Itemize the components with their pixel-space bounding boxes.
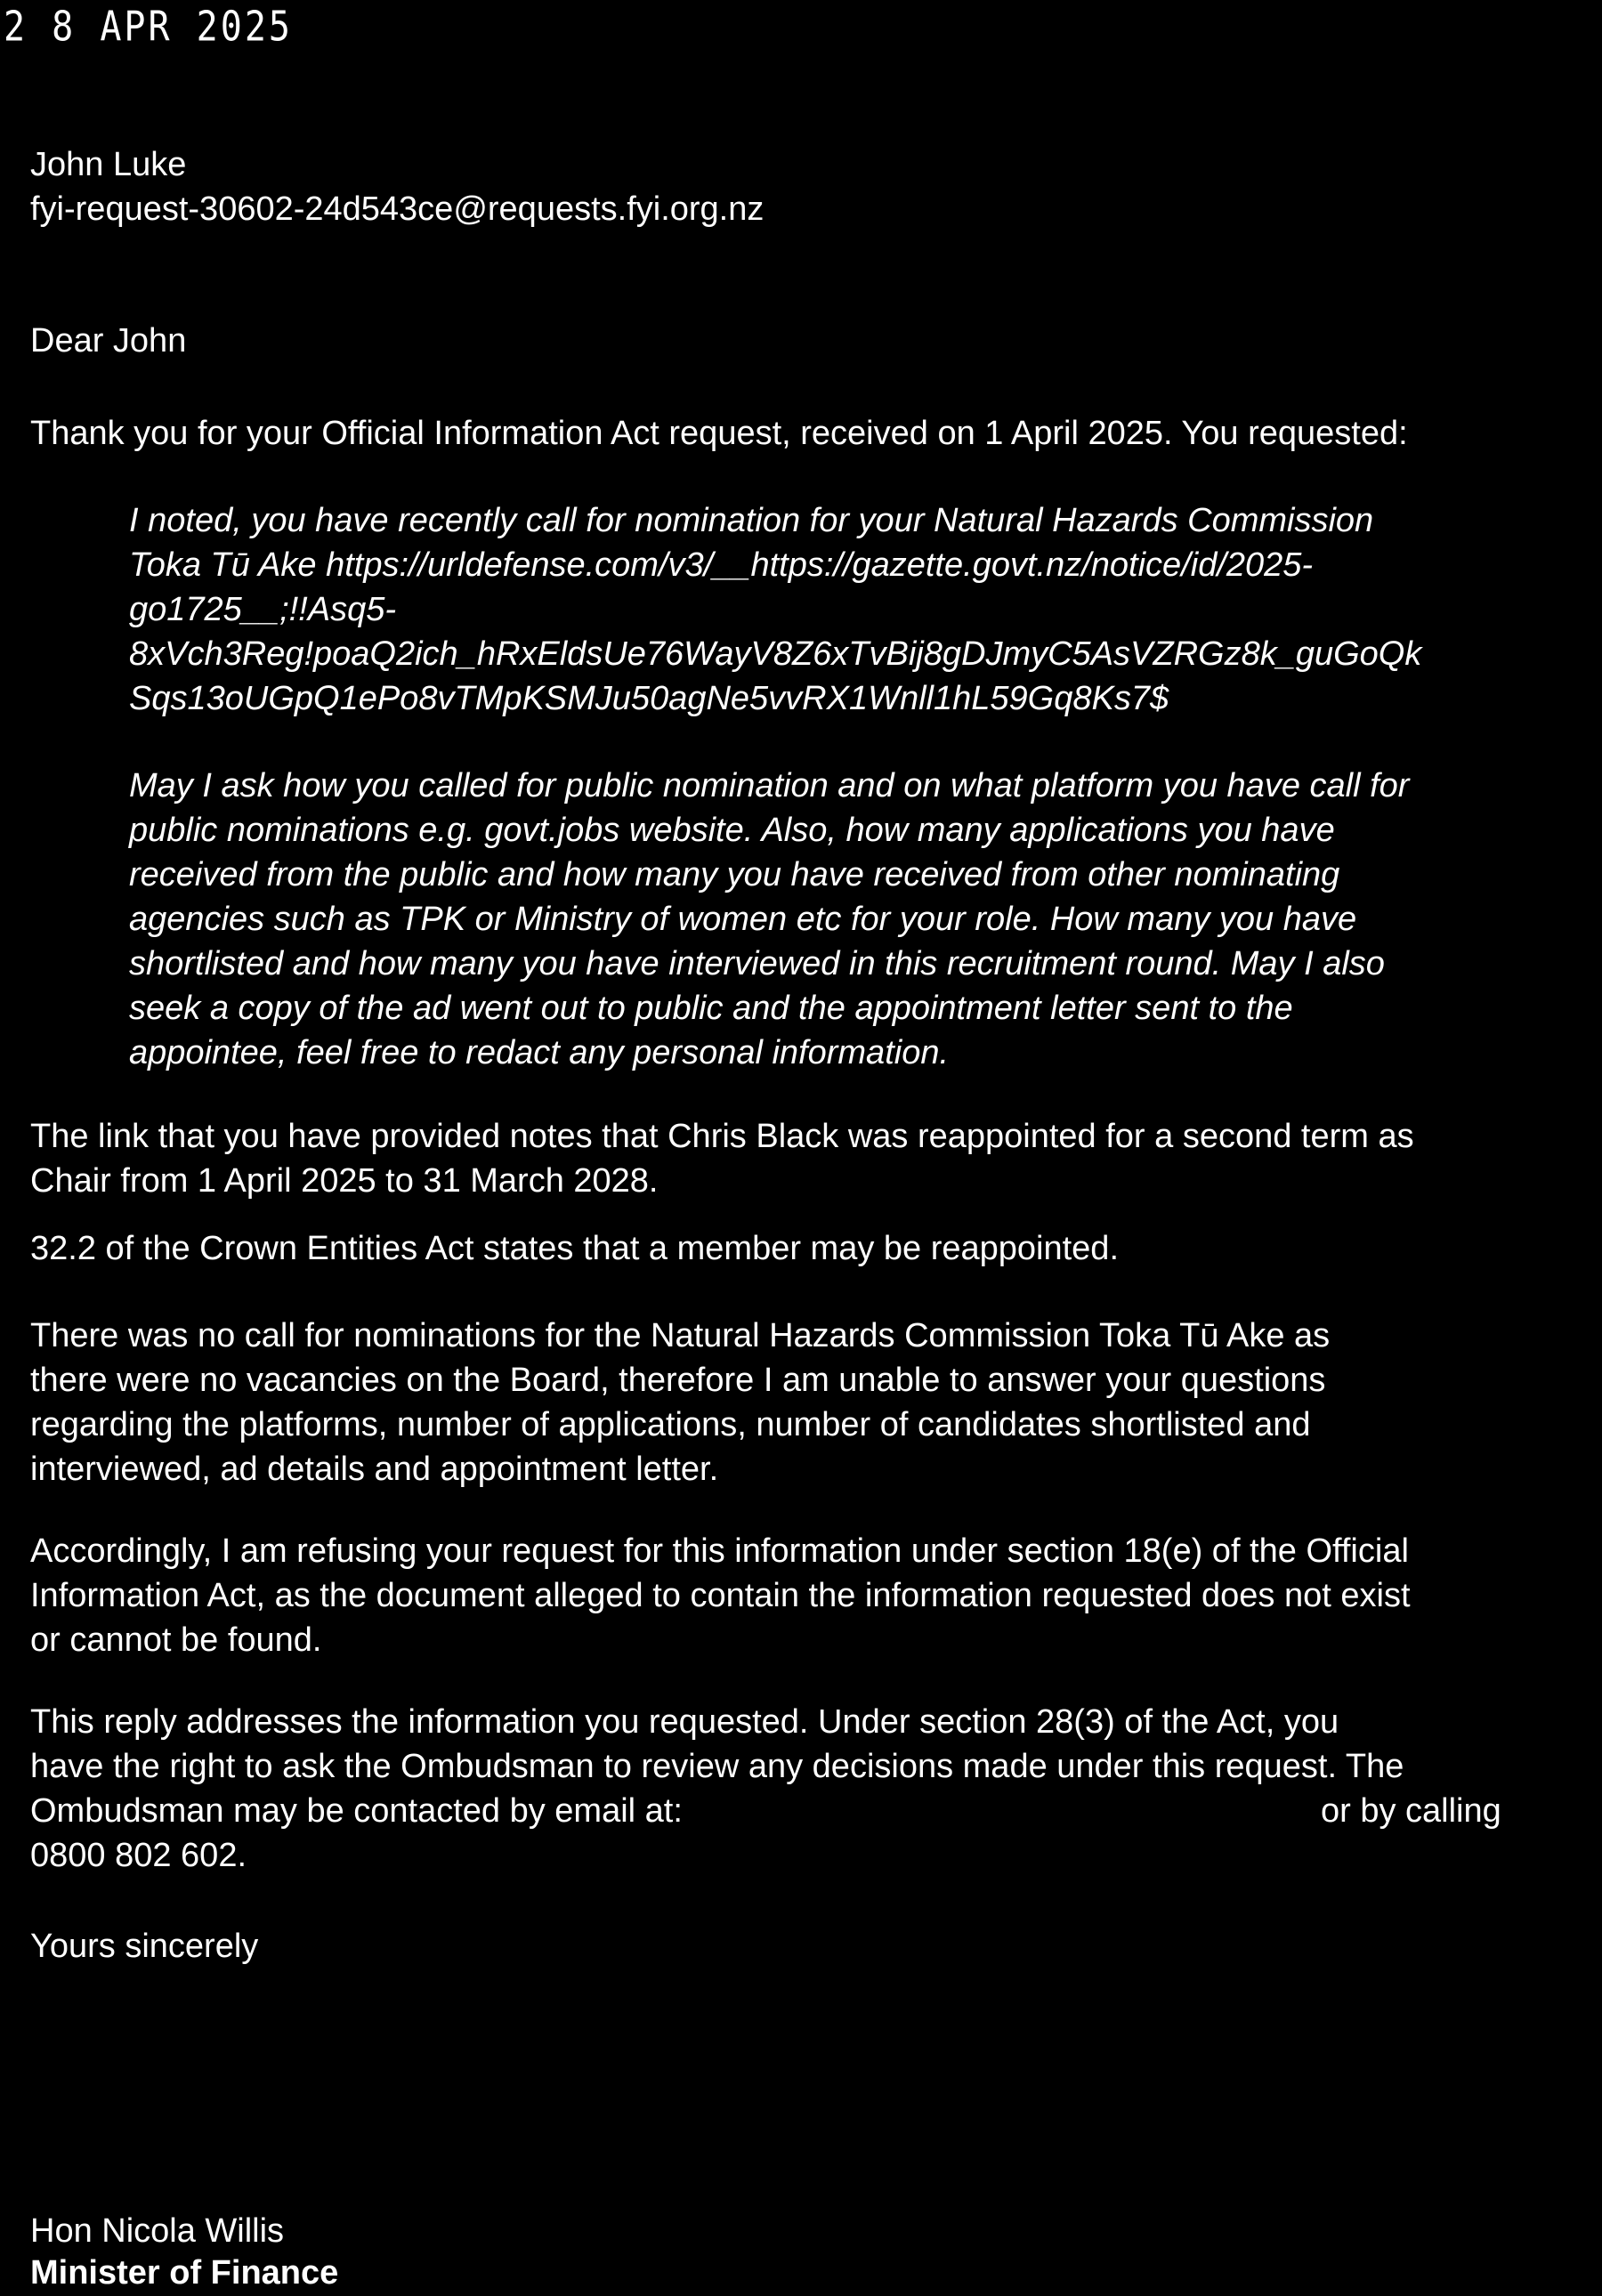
link-paragraph <box>30 1114 1602 1203</box>
paragraph-line: there were no vacancies on the Board, therefore I am unable to answer your questions <box>30 1362 1326 1399</box>
paragraph-line: Information Act, as the document alleged to contain the information requested does not exist <box>30 1577 1411 1614</box>
quoted-line: I noted, you have recently call for nomination for your Natural Hazards Commission <box>129 502 1374 539</box>
paragraph-line: regarding the platforms, number of applications, number of candidates shortlisted and <box>30 1406 1311 1443</box>
closing: Yours sincerely <box>30 1928 259 1965</box>
no-call-paragraph <box>30 1314 1602 1492</box>
date-received-stamp: 2 8 APR 2025 <box>4 4 293 51</box>
paragraph-line: Chair from 1 April 2025 to 31 March 2028. <box>30 1162 659 1200</box>
paragraph-line: interviewed, ad details and appointment letter. <box>30 1451 719 1488</box>
quoted-line: 8xVch3Reg!poaQ2ich_hRxEldsUe76WayV8Z6xTvBij8gDJmyC5AsVZRGz8k_guGoQk <box>129 635 1422 673</box>
signatory-title: Minister of Finance <box>30 2254 339 2292</box>
ombudsman-contact-line <box>30 1789 1602 1833</box>
quoted-request-part-1 <box>129 498 1598 721</box>
quoted-line: agencies such as TPK or Ministry of women etc for your role. How many you have <box>129 901 1357 938</box>
paragraph-line: have the right to ask the Ombudsman to review any decisions made under this request. The <box>30 1748 1404 1785</box>
intro-paragraph <box>30 411 1602 456</box>
paragraph-line: There was no call for nominations for the Natural Hazards Commission Toka Tū Ake as <box>30 1317 1331 1354</box>
quoted-line: public nominations e.g. govt.jobs website. Also, how many applications you have <box>129 812 1335 849</box>
quoted-line: go1725__;!!Asq5- <box>129 591 397 628</box>
refusal-paragraph <box>30 1529 1602 1662</box>
quoted-line: seek a copy of the ad went out to public and the appointment letter sent to the <box>129 990 1293 1027</box>
ombudsman-phone: 0800 802 602. <box>30 1837 247 1874</box>
quoted-line: Sqs13oUGpQ1ePo8vTMpKSMJu50agNe5vvRX1Wnll1hL59Gq8Ks7$ <box>129 680 1169 717</box>
quoted-line: appointee, feel free to redact any personal information. <box>129 1034 950 1071</box>
crown-entities-paragraph <box>30 1226 1602 1271</box>
recipient-block <box>30 142 1602 231</box>
calling-label: or by calling <box>1321 1792 1501 1830</box>
paragraph-line: or cannot be found. <box>30 1621 322 1659</box>
quoted-line: received from the public and how many you have received from other nominating <box>129 856 1340 893</box>
paragraph-line: 32.2 of the Crown Entities Act states that a member may be reappointed. <box>30 1230 1119 1267</box>
recipient-name: John Luke <box>30 146 187 183</box>
ombudsman-email-label: Ombudsman may be contacted by email at: <box>30 1792 683 1830</box>
signatory-name: Hon Nicola Willis <box>30 2212 285 2250</box>
quoted-line: shortlisted and how many you have interviewed in this recruitment round. May I also <box>129 945 1385 982</box>
paragraph-line: This reply addresses the information you requested. Under section 28(3) of the Act, you <box>30 1703 1339 1741</box>
ombudsman-paragraph <box>30 1700 1602 1878</box>
paragraph-line: Accordingly, I am refusing your request for this information under section 18(e) of the Official <box>30 1532 1409 1570</box>
quoted-line: May I ask how you called for public nomination and on what platform you have call for <box>129 767 1410 804</box>
recipient-email: fyi-request-30602-24d543ce@requests.fyi.org.nz <box>30 190 765 228</box>
quoted-line: Toka Tū Ake https://urldefense.com/v3/__https://gazette.govt.nz/notice/id/2025- <box>129 546 1314 584</box>
signature-block <box>30 2209 1602 2292</box>
intro-text: Thank you for your Official Information Act request, received on 1 April 2025. You requested: <box>30 415 1408 452</box>
paragraph-line: The link that you have provided notes that Chris Black was reappointed for a second term as <box>30 1118 1414 1155</box>
quoted-request-part-2 <box>129 764 1598 1075</box>
salutation: Dear John <box>30 322 187 360</box>
